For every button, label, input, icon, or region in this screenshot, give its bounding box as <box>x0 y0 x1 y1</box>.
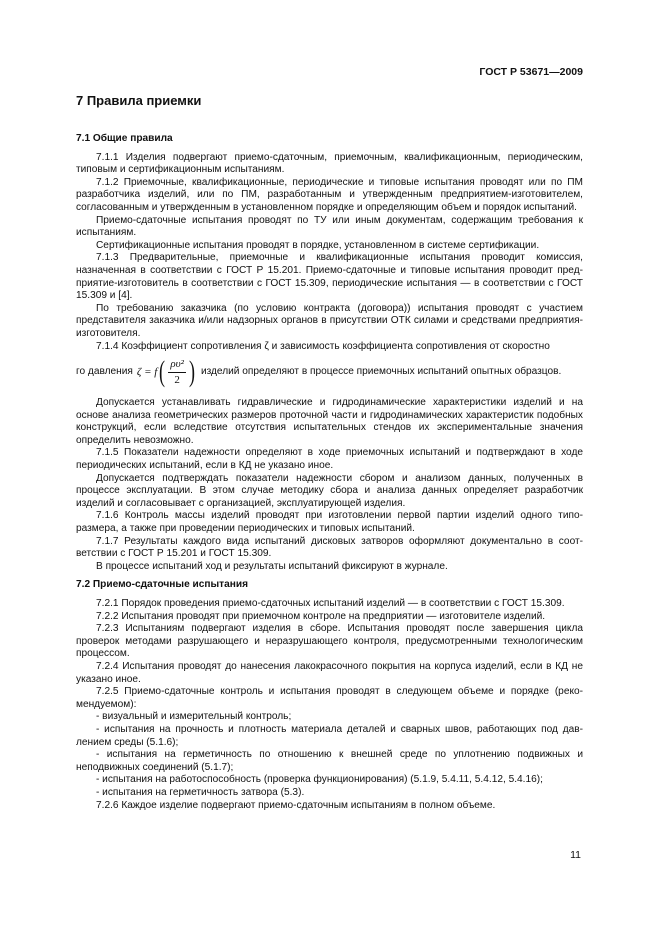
formula-denominator: 2 <box>174 373 180 386</box>
paragraph: В процессе испытаний ход и результаты испытаний фиксируют в журнале. <box>96 560 448 572</box>
paragraph: 7.2.5 Приемо-сдаточные контроль и испытания проводят в следующем объеме и порядке (рекомендуемом): <box>76 686 583 710</box>
list-item: - испытания на герметичность затвора (5.3). <box>96 786 305 798</box>
paragraph: Допускается устанавливать гидравлические и гидродинамические характеристики изделий и на основе анализа геометрических размеров проточной части и гидродинамических характеристик подобных конструкций, если вследствие отсутствия испытательных стендов их экспериментальные значения определить невозможно. <box>76 397 583 446</box>
page-number: 11 <box>570 849 581 861</box>
paragraph: 7.2.2 Испытания проводят при приемочном контроле на предприятии — изготовителе изделий. <box>96 610 546 622</box>
document-code: ГОСТ Р 53671—2009 <box>479 66 583 78</box>
paragraph: 7.2.1 Порядок проведения приемо-сдаточных испытаний изделий — в соответствии с ГОСТ 15.309. <box>96 598 565 609</box>
paragraph: 7.1.6 Контроль массы изделий проводят при изготовлении первой партии изделий одного типоразмера, а также при проведении периодических и типовых испытаний. <box>76 510 583 535</box>
formula-line <box>76 357 583 387</box>
subsection-title-7-1: 7.1 Общие правила <box>76 133 173 144</box>
paragraph: 7.2.6 Каждое изделие подвергают приемо-сдаточным испытаниям в полном объеме. <box>96 799 496 811</box>
paragraph: 7.1.7 Результаты каждого вида испытаний дисковых затворов оформляют документально в соответствии с ГОСТ Р 15.201 и ГОСТ 15.309. <box>76 535 583 560</box>
paragraph: 7.2.4 Испытания проводят до нанесения лакокрасочного покрытия на корпуса изделий, если в КД не указано иное. <box>76 660 583 685</box>
paragraph: Сертификационные испытания проводят в порядке, установленном в системе сертификации. <box>96 239 540 251</box>
paragraph: 7.1.1 Изделия подвергают приемо-сдаточным, приемочным, квалификационным, периодическим, типовым и сертификационным испытаниям. <box>76 151 583 176</box>
formula-numerator: ρυ² <box>168 358 186 373</box>
paragraph: 7.1.3 Предварительные, приемочные и квалификационные испытания проводит комиссия, назначенная в соответствии с ГОСТ Р 15.201. Приемо-сдаточные и типовые испытания проводит предприятие-изготовитель в соответствии с ГОСТ 15.309, периодические испытания — в соответствии с ГОСТ 15.309 и [4]. <box>76 252 583 302</box>
formula-fraction <box>168 358 186 386</box>
formula-post-text: изделий определяют в процессе приемочных испытаний опытных образцов. <box>200 365 562 377</box>
list-item: - визуальный и измерительный контроль; <box>96 711 292 723</box>
formula-lhs: ζ = f <box>136 365 158 378</box>
list-item: - испытания на работоспособность (проверка функционирования) (5.1.9, 5.4.11, 5.4.12, 5.4.16); <box>96 774 543 786</box>
page-content <box>76 93 583 812</box>
section-title: 7 Правила приемки <box>76 93 202 108</box>
list-item: - испытания на герметичность по отношению к внешней среде по уплотнению подвижных и неподвижных соединений (5.1.7); <box>76 749 583 773</box>
list-item: - испытания на прочность и плотность материала деталей и сварных швов, работающих под давлением среды (5.1.6); <box>76 723 583 748</box>
paragraph: 7.1.4 Коэффициент сопротивления ζ и зависимость коэффициента сопротивления от скоростно <box>96 340 550 352</box>
paragraph: По требованию заказчика (по условию контракта (договора)) испытания проводят с участием представителя заказчика и/или надзорных органов в присутствии ОТК силами и средствами предприятия-изготовителя. <box>76 302 583 339</box>
subsection-title-7-2: 7.2 Приемо-сдаточные испытания <box>76 579 248 591</box>
paragraph: Допускается подтверждать показатели надежности сбором и анализом данных, полученных в процессе эксплуатации. В этом случае методику сбора и анализа данных определяет разработчик изделий и согласовывает с организацией, эксплуатирующей изделия. <box>76 472 583 509</box>
resistance-formula <box>137 357 197 387</box>
formula-pre-text: го давления <box>76 365 133 377</box>
paragraph: 7.1.2 Приемочные, квалификационные, периодические и типовые испытания проводят или по ПМ разработчика изделий, или по ПМ, разработанным и утвержденным предприятием-изготовителем, согласованным и утвержденным в установленном порядке и определяющим объем и порядок испытаний. <box>76 176 583 213</box>
paragraph: 7.1.5 Показатели надежности определяют в ходе приемочных испытаний и подтверждают в ходе периодических испытаний, если в КД не указано иное. <box>76 447 583 472</box>
formula-close-paren: ) <box>188 355 195 389</box>
paragraph: 7.2.3 Испытаниям подвергают изделия в сборе. Испытания проводят после завершения цикла проверок методами разрушающего и неразрушающего контроля, предусмотренными технологическим процессом. <box>76 623 583 660</box>
formula-open-paren: ( <box>159 355 166 389</box>
paragraph: Приемо-сдаточные испытания проводят по ТУ или иным документам, содержащим требования к испытаниям. <box>76 214 583 239</box>
